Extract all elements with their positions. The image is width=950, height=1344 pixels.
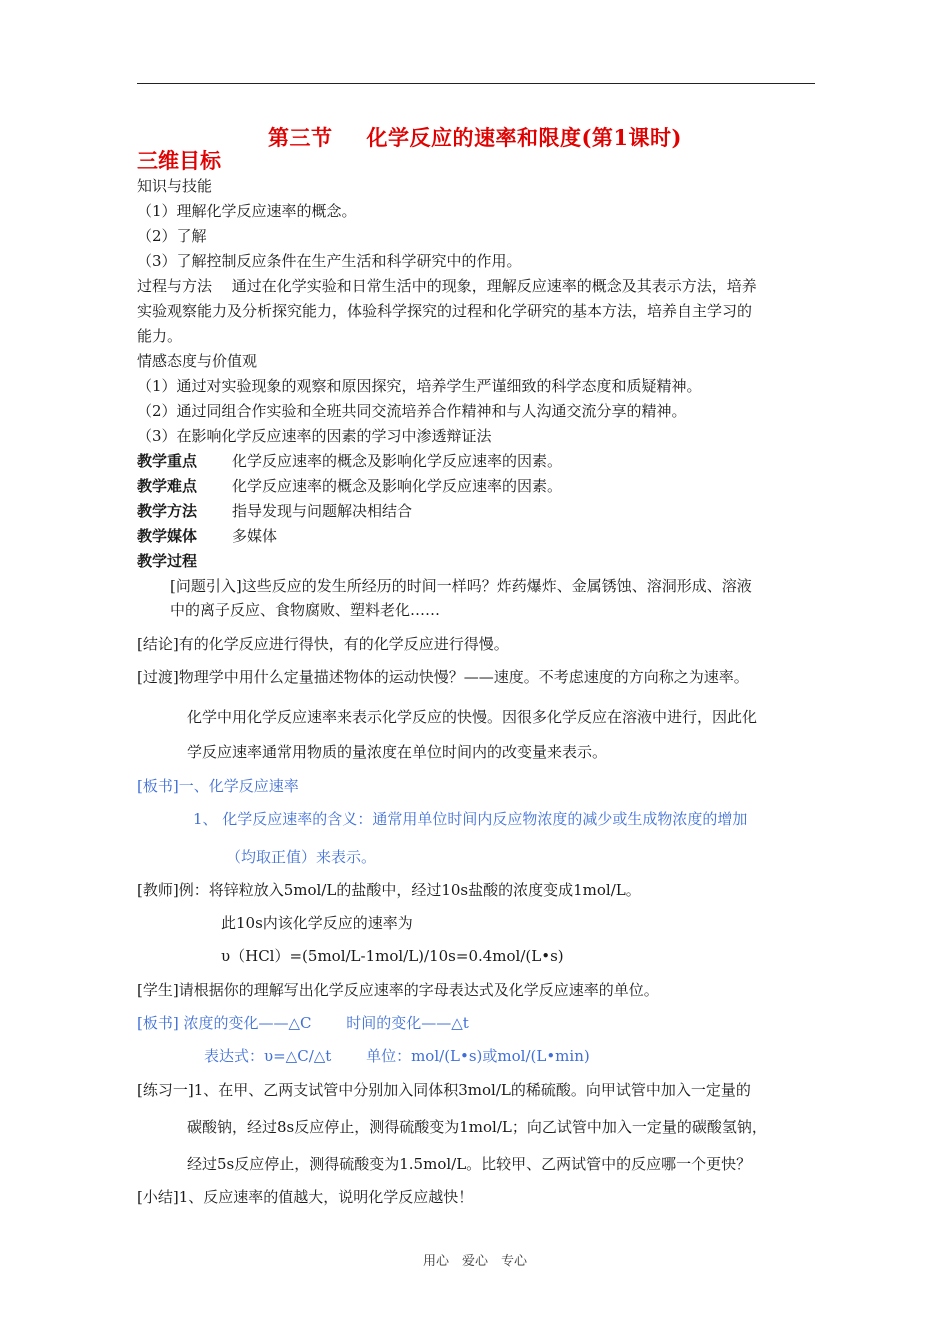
board-note-definition-2: （均取正值）来表示。 (226, 848, 377, 866)
teaching-focus-label: 教学重点 (137, 452, 198, 470)
header-rule (137, 83, 815, 84)
board-note-1: [板书]一、化学反应速率 (137, 777, 299, 795)
knowledge-item-3: （3）了解控制反应条件在生产生活和科学研究中的作用。 (137, 252, 522, 270)
board-note-expression: 表达式：υ=△C/△t 单位：mol/(L•s)或mol/(L•min) (204, 1047, 590, 1065)
teaching-method (137, 501, 412, 521)
teaching-focus (137, 451, 562, 471)
emotion-item-1: （1）通过对实验现象的观察和原因探究，培养学生严谨细致的科学态度和质疑精神。 (137, 377, 702, 395)
page-footer: 用心 爱心 专心 (422, 1254, 527, 1269)
student-line: [学生]请根据你的理解写出化学反应速率的字母表达式及化学反应速率的单位。 (137, 981, 659, 999)
teaching-difficulty (137, 476, 562, 496)
emotion-item-2: （2）通过同组合作实验和全班共同交流培养合作精神和与人沟通交流分享的精神。 (137, 402, 687, 420)
teaching-focus-text: 化学反应速率的概念及影响化学反应速率的因素。 (232, 452, 563, 470)
exercise-line-3: 经过5s反应停止，测得硫酸变为1.5mol/L。比较甲、乙两试管中的反应哪一个更快？ (187, 1155, 752, 1173)
teacher-example-line-2: 此10s内该化学反应的速率为 (221, 914, 413, 932)
teaching-method-label: 教学方法 (137, 502, 198, 520)
exercise-line-2: 碳酸钠，经过8s反应停止，测得硫酸变为1mol/L；向乙试管中加入一定量的碳酸氢钠， (187, 1118, 767, 1136)
teaching-media-label: 教学媒体 (137, 527, 198, 545)
knowledge-item-1: （1）理解化学反应速率的概念。 (137, 202, 357, 220)
transition-line-3: 学反应速率通常用物质的量浓度在单位时间内的改变量来表示。 (187, 743, 608, 761)
section-heading: 三维目标 (137, 148, 221, 173)
teacher-example-line-1: [教师]例：将锌粒放入5mol/L的盐酸中，经过10s盐酸的浓度变成1mol/L。 (137, 881, 641, 899)
question-intro-line-1: [问题引入]这些反应的发生所经历的时间一样吗？炸药爆炸、金属锈蚀、溶洞形成、溶液 (170, 577, 752, 595)
emotion-heading: 情感态度与价值观 (137, 352, 258, 370)
transition-line-2: 化学中用化学反应速率来表示化学反应的快慢。因很多化学反应在溶液中进行，因此化 (187, 708, 758, 726)
board-note-variables: [板书] 浓度的变化——△C 时间的变化——△t (137, 1014, 469, 1032)
teaching-process-label: 教学过程 (137, 552, 198, 570)
knowledge-heading: 知识与技能 (137, 177, 213, 195)
board-note-definition-1: 1、 化学反应速率的含义：通常用单位时间内反应物浓度的减少或生成物浓度的增加 (193, 810, 748, 828)
teaching-difficulty-text: 化学反应速率的概念及影响化学反应速率的因素。 (232, 477, 563, 495)
teaching-media (137, 526, 277, 546)
exercise-line-1: [练习一]1、在甲、乙两支试管中分别加入同体积3mol/L的稀硫酸。向甲试管中加入一定量的 (137, 1081, 751, 1099)
summary-line: [小结]1、反应速率的值越大，说明化学反应越快！ (137, 1188, 474, 1206)
process-method-line-3: 能力。 (137, 327, 183, 345)
page-title: 第三节 化学反应的速率和限度(第1课时) (268, 125, 682, 150)
process-method-line-1: 过程与方法 通过在化学实验和日常生活中的现象，理解反应速率的概念及其表示方法，培养 (137, 277, 757, 295)
knowledge-item-2: （2）了解 (137, 227, 207, 245)
teaching-media-text: 多媒体 (232, 527, 278, 545)
teacher-example-formula: υ（HCl）=(5mol/L-1mol/L)/10s=0.4mol/(L•s) (221, 947, 564, 965)
process-method-line-2: 实验观察能力及分析探究能力，体验科学探究的过程和化学研究的基本方法，培养自主学习的 (137, 302, 753, 320)
question-intro-line-2: 中的离子反应、食物腐败、塑料老化…… (170, 601, 441, 619)
conclusion-line: [结论]有的化学反应进行得快，有的化学反应进行得慢。 (137, 635, 509, 653)
emotion-item-3: （3）在影响化学反应速率的因素的学习中渗透辩证法 (137, 427, 492, 445)
transition-line-1: [过渡]物理学中用什么定量描述物体的运动快慢？——速度。不考虑速度的方向称之为速率。 (137, 668, 749, 686)
teaching-difficulty-label: 教学难点 (137, 477, 198, 495)
teaching-method-text: 指导发现与问题解决相结合 (232, 502, 413, 520)
